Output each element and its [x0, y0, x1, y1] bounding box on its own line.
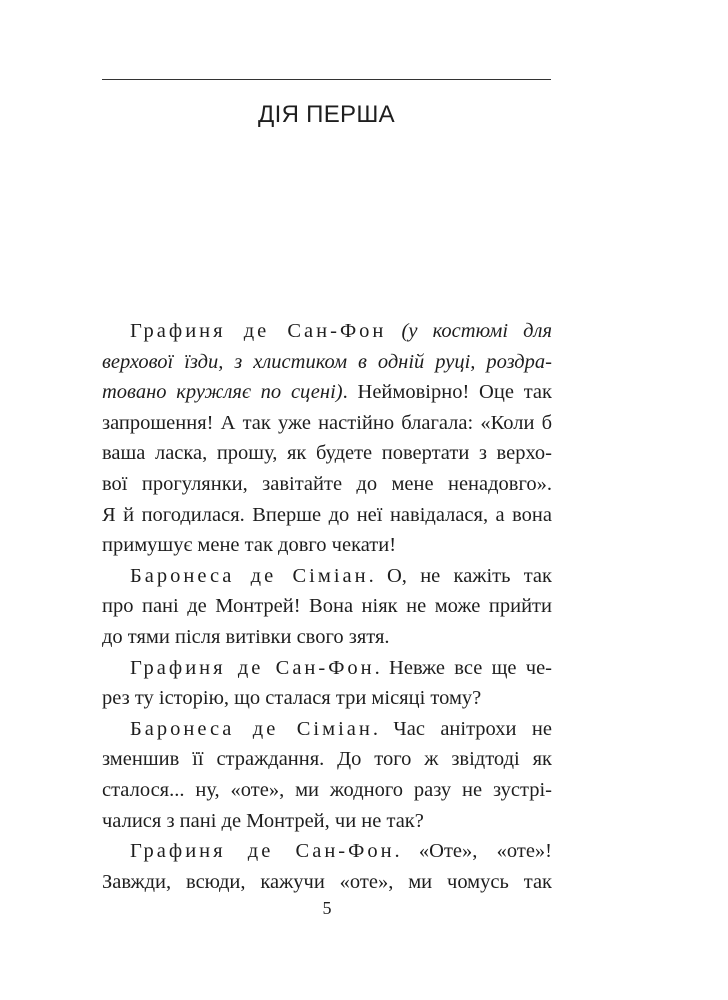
- text-line: [102, 867, 552, 898]
- dialogue-text: рез ту історію, що сталася три місяці тому?: [102, 687, 482, 710]
- speaker-name: Графиня де Сан-Фон: [130, 656, 375, 679]
- text-line: [102, 530, 552, 561]
- dialogue-text: чалися з пані де Монтрей, чи не так?: [102, 809, 424, 832]
- top-rule: [102, 79, 551, 80]
- text-line: [102, 653, 552, 684]
- text-line: [102, 683, 552, 714]
- dialogue-text: сталося... ну, «оте», ми жодного разу не зустрі-: [102, 778, 552, 801]
- text-line: [102, 500, 552, 531]
- text-line: [102, 347, 552, 378]
- text-line: [102, 836, 552, 867]
- dialogue-text: . О, не кажіть так: [368, 564, 552, 587]
- speaker-name: Баронеса де Сіміан: [130, 717, 373, 740]
- speaker-name: Графиня де Сан-Фон: [130, 840, 395, 863]
- dialogue-text: вої прогулянки, завітайте до мене ненадовго».: [102, 472, 552, 495]
- dialogue-text: . Невже все ще че-: [374, 656, 552, 679]
- speaker-name: Баронеса де Сіміан: [130, 564, 369, 587]
- dialogue-text: . «Оте», «оте»!: [394, 840, 552, 863]
- dialogue-text: примушує мене так довго чекати!: [102, 534, 397, 557]
- text-line: [102, 714, 552, 745]
- dialogue-text: . Час анітрохи не: [372, 717, 552, 740]
- dialogue-text: запрошення! А так уже настійно благала: «Коли б: [102, 411, 552, 434]
- speaker-name: Графиня де Сан-Фон: [130, 320, 387, 342]
- act-title: ДІЯ ПЕРША: [258, 101, 395, 128]
- stage-direction: (у костюмі для: [401, 320, 553, 342]
- page-number: 5: [322, 898, 332, 918]
- dialogue-text: . Неймовірно! Оце так: [342, 381, 552, 404]
- text-line: [102, 561, 552, 592]
- dialogue-text: до тями після витівки свого зятя.: [102, 625, 390, 648]
- dialogue-text: про пані де Монтрей! Вона ніяк не може прийти: [102, 595, 552, 618]
- text-line: [102, 744, 552, 775]
- stage-direction: товано кружляє по сцені): [102, 381, 343, 404]
- dialogue-body: [102, 316, 552, 897]
- text-line: [102, 377, 552, 408]
- text-line: [102, 806, 552, 837]
- text-line: [102, 591, 552, 622]
- dialogue-text: Завжди, всюди, кажучи «оте», ми чомусь так: [102, 870, 552, 893]
- text-line: [102, 316, 552, 347]
- text-line: [102, 622, 552, 653]
- stage-direction: верхової їзди, з хлистиком в одній руці, роздра-: [102, 350, 552, 373]
- dialogue-text: Я й погодилася. Вперше до неї навідалася, а вона: [102, 503, 552, 526]
- text-line: [102, 408, 552, 439]
- text-line: [102, 469, 552, 500]
- text-line: [102, 438, 552, 469]
- text-line: [102, 775, 552, 806]
- dialogue-text: зменшив її страждання. До того ж звідтоді як: [102, 748, 552, 771]
- dialogue-text: ваша ласка, прошу, як будете повертати з верхо-: [102, 442, 552, 465]
- dialogue-text: [386, 320, 401, 342]
